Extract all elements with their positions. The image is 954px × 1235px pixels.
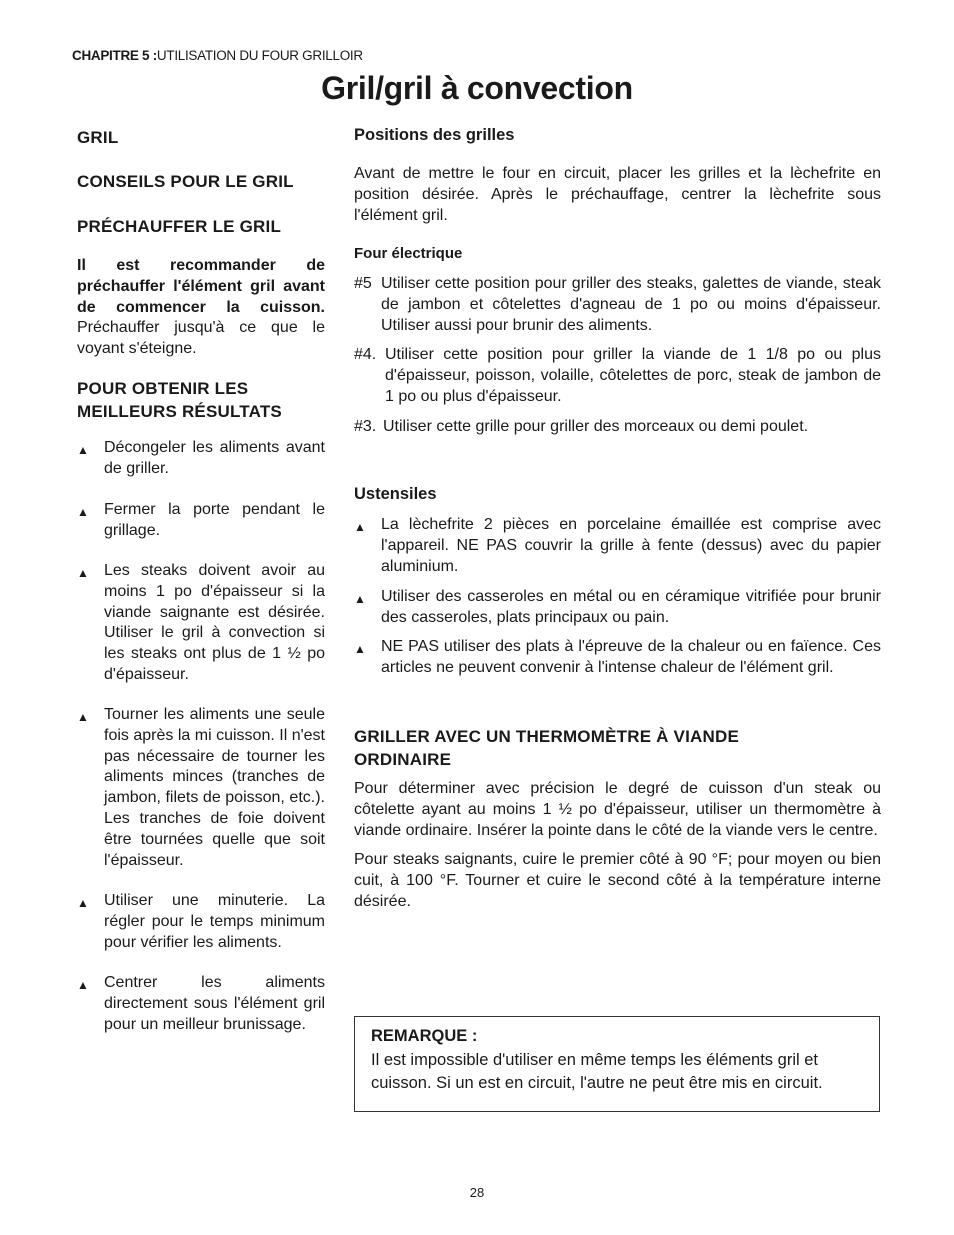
triangle-up-icon: ▲ [77,566,89,580]
preheat-bold-text: Il est recommander de préchauffer l'élément gril avant de commencer la cuisson. [77,257,325,316]
ustensile-bullet-1 [354,515,881,577]
left-bullet-2 [77,500,325,542]
heading-gril: GRIL [77,128,119,147]
bullet-text: Les steaks doivent avoir au moins 1 po d'épaisseur si la viande saignante est désirée. Utiliser le gril à convection si les steaks ont plus de 1 ½ po d'épaisseur. [104,562,325,683]
left-bullet-4 [77,705,325,871]
bullet-text: Fermer la porte pendant le grillage. [104,501,325,539]
remarque-text: Il est impossible d'utiliser en même temps les éléments gril et cuisson. Si un est en circuit, l'autre ne peut être mis en circuit. [371,1051,823,1092]
heading-results-line1: POUR OBTENIR LES [77,379,249,398]
heading-thermometre [354,725,881,771]
triangle-up-icon: ▲ [354,592,366,606]
triangle-up-icon: ▲ [77,505,89,519]
bullet-text: Utiliser une minuterie. La régler pour le temps minimum pour vérifier les aliments. [104,892,325,951]
bullet-text: Centrer les aliments directement sous l'élément gril pour un meilleur brunissage. [104,974,325,1033]
page-title: Gril/gril à convection [321,70,633,106]
left-bullet-1 [77,438,325,480]
chapter-header [72,48,363,63]
heading-thermometre-line1: GRILLER AVEC UN THERMOMÈTRE À VIANDE [354,727,739,746]
page-number: 28 [469,1185,485,1200]
ustensile-bullet-2 [354,587,881,629]
position-item-3 [354,417,881,438]
triangle-up-icon: ▲ [77,710,89,724]
left-bullet-5 [77,891,325,953]
triangle-up-icon: ▲ [354,642,366,656]
triangle-up-icon: ▲ [77,896,89,910]
thermometre-paragraph-2: Pour steaks saignants, cuire le premier côté à 90 °F; pour moyen ou bien cuit, à 100 °F. Tourner et cuire le second côté à la température interne désirée. [354,851,881,910]
position-item-5 [354,274,881,336]
heading-ustensiles: Ustensiles [354,485,437,503]
heading-results-line2: MEILLEURS RÉSULTATS [77,402,282,421]
heading-conseils: CONSEILS POUR LE GRIL [77,172,294,191]
positions-paragraph: Avant de mettre le four en circuit, placer les grilles et la lèchefrite en position désirée. Après le préchauffage, centrer la lèchefrite sous l'élément gril. [354,165,881,224]
heading-positions: Positions des grilles [354,126,515,144]
left-bullet-3 [77,561,325,686]
position-number: #3. [354,418,377,435]
triangle-up-icon: ▲ [77,978,89,992]
position-text: Utiliser cette grille pour griller des morceaux ou demi poulet. [383,418,809,435]
chapter-label: CHAPITRE 5 : [72,48,157,63]
heading-results [77,377,325,423]
position-number: #5 [354,275,372,292]
triangle-up-icon: ▲ [77,443,89,457]
heading-prechauffer: PRÉCHAUFFER LE GRIL [77,217,282,236]
left-bullet-6 [77,973,325,1035]
heading-four-electrique: Four électrique [354,245,463,262]
position-item-4 [354,345,881,407]
bullet-text: La lèchefrite 2 pièces en porcelaine émaillée est comprise avec l'appareil. NE PAS couvrir la grille à fente (dessus) avec du papier aluminium. [381,516,881,575]
heading-thermometre-line2: ORDINAIRE [354,750,452,769]
remarque-box [354,1016,880,1112]
bullet-text: Décongeler les aliments avant de griller. [104,439,325,477]
bullet-text: NE PAS utiliser des plats à l'épreuve de la chaleur ou en faïence. Ces articles ne peuvent convenir à l'intense chaleur de l'élément gril. [381,638,881,676]
preheat-paragraph [77,256,325,360]
position-text: Utiliser cette position pour griller des steaks, galettes de viande, steak de jambon et côtelettes d'agneau de 1 po ou moins d'épaisseur. Utiliser aussi pour brunir des aliments. [381,275,881,334]
triangle-up-icon: ▲ [354,520,366,534]
preheat-text: Préchauffer jusqu'à ce que le voyant s'éteigne. [77,319,325,358]
thermometre-paragraph-1: Pour déterminer avec précision le degré de cuisson d'un steak ou côtelette ayant au moins 1 ½ po d'épaisseur, utiliser un thermomètre à viande ordinaire. Insérer la pointe dans le côté de la viande vers le centre. [354,780,881,839]
chapter-title: UTILISATION DU FOUR GRILLOIR [156,48,363,63]
bullet-text: Utiliser des casseroles en métal ou en céramique vitrifiée pour brunir des casseroles, plats principaux ou pain. [381,588,881,626]
ustensile-bullet-3 [354,637,881,679]
position-number: #4. [354,346,377,363]
bullet-text: Tourner les aliments une seule fois après la mi cuisson. Il n'est pas nécessaire de tourner les aliments minces (tranches de jambon, filets de poisson, etc.). Les tranches de foie doivent être tournées quelle que soit l'épaisseur. [104,706,325,869]
position-text: Utiliser cette position pour griller la viande de 1 1/8 po ou plus d'épaisseur, poisson, volaille, côtelettes de porc, steak de jambon de 1 po ou plus d'épaisseur. [385,346,881,405]
remarque-label: REMARQUE : [371,1027,478,1045]
